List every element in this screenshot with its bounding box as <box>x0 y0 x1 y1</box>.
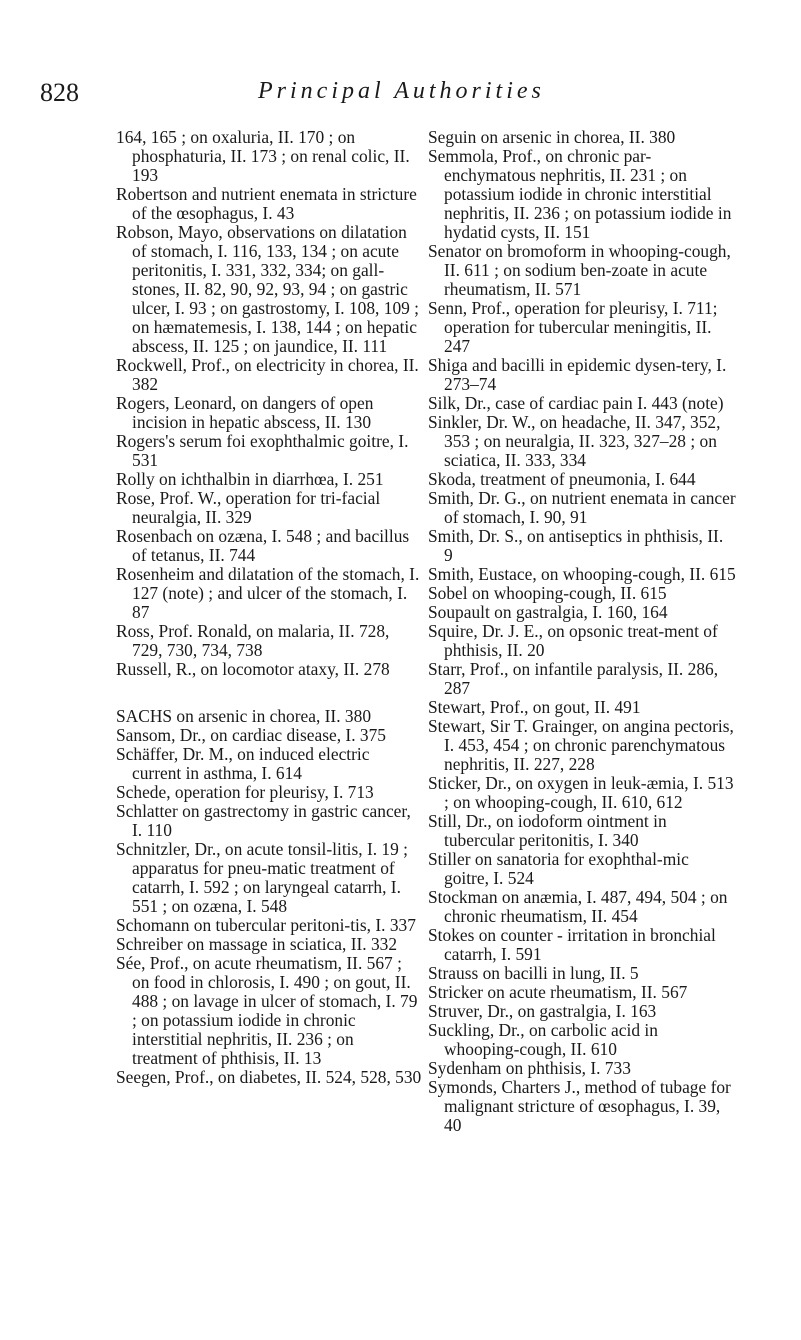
index-entry: Robson, Mayo, observations on dilatation of stomach, I. 116, 133, 134 ; on acute peritonitis, I. 331, 332, 334; on gall-stones, II. 82, 90, 92, 93, 94 ; on gastric ulcer, I. 93 ; on gastrostomy, I. 108, 109 ; on hæmatemesis, I. 138, 144 ; on hepatic abscess, II. 125 ; on jaundice, II. 111 <box>116 222 420 356</box>
index-entry: Stewart, Sir T. Grainger, on angina pectoris, I. 453, 454 ; on chronic parenchymatous nephritis, II. 227, 228 <box>428 716 734 774</box>
index-entry: Rosenbach on ozæna, I. 548 ; and bacillus of tetanus, II. 744 <box>116 526 410 565</box>
index-entry: Sée, Prof., on acute rheumatism, II. 567 ; on food in chlorosis, I. 490 ; on gout, II. 488 ; on lavage in ulcer of stomach, I. 79 ; on potassium iodide in chronic interstitial nephritis, II. 236 ; on treatment of phthisis, II. 13 <box>116 953 418 1068</box>
index-entry: Russell, R., on locomotor ataxy, II. 278 <box>116 659 390 679</box>
index-entry: Stewart, Prof., on gout, II. 491 <box>428 697 641 717</box>
index-entry: Robertson and nutrient enemata in stricture of the œsophagus, I. 43 <box>116 184 417 223</box>
index-entry: Shiga and bacilli in epidemic dysen-tery, I. 273–74 <box>428 355 727 394</box>
index-entry: Smith, Dr. S., on antiseptics in phthisis, II. 9 <box>428 526 724 565</box>
index-entry: Schlatter on gastrectomy in gastric cancer, I. 110 <box>116 801 411 840</box>
index-entry: Senator on bromoform in whooping-cough, II. 611 ; on sodium ben-zoate in acute rheumatism, II. 571 <box>428 241 731 299</box>
index-entry: Rose, Prof. W., operation for tri-facial neuralgia, II. 329 <box>116 488 381 527</box>
index-entry: Ross, Prof. Ronald, on malaria, II. 728, 729, 730, 734, 738 <box>116 621 390 660</box>
page-number: 828 <box>40 78 79 107</box>
index-entry: Rosenheim and dilatation of the stomach, I. 127 (note) ; and ulcer of the stomach, I. 87 <box>116 564 420 622</box>
index-entry: Schede, operation for pleurisy, I. 713 <box>116 782 374 802</box>
index-entry: Schäffer, Dr. M., on induced electric current in asthma, I. 614 <box>116 744 370 783</box>
index-entry: Suckling, Dr., on carbolic acid in whooping-cough, II. 610 <box>428 1020 658 1059</box>
index-entry: Soupault on gastralgia, I. 160, 164 <box>428 602 668 622</box>
index-entry: Rogers, Leonard, on dangers of open incision in hepatic abscess, II. 130 <box>116 393 374 432</box>
index-entry: Seegen, Prof., on diabetes, II. 524, 528, 530 <box>116 1067 422 1087</box>
index-entry: Schreiber on massage in sciatica, II. 332 <box>116 934 398 954</box>
index-entry: Smith, Dr. G., on nutrient enemata in cancer of stomach, I. 90, 91 <box>428 488 736 527</box>
index-entry: Smith, Eustace, on whooping-cough, II. 615 <box>428 564 736 584</box>
index-entry: Still, Dr., on iodoform ointment in tubercular peritonitis, I. 340 <box>428 811 667 850</box>
running-title: Principal Authorities <box>258 78 545 104</box>
index-entry: Sinkler, Dr. W., on headache, II. 347, 352, 353 ; on neuralgia, II. 323, 327–28 ; on sciatica, II. 333, 334 <box>428 412 721 470</box>
index-entry: Stiller on sanatoria for exophthal-mic goitre, I. 524 <box>428 849 689 888</box>
index-entry: Symonds, Charters J., method of tubage for malignant stricture of œsophagus, I. 39, 40 <box>428 1077 731 1135</box>
index-column-right <box>428 128 736 1135</box>
index-entry: Silk, Dr., case of cardiac pain I. 443 (note) <box>428 393 724 413</box>
index-entry: Strauss on bacilli in lung, II. 5 <box>428 963 639 983</box>
index-entry: Skoda, treatment of pneumonia, I. 644 <box>428 469 696 489</box>
index-entry: Schnitzler, Dr., on acute tonsil-litis, I. 19 ; apparatus for pneu-matic treatment of catarrh, I. 592 ; on laryngeal catarrh, I. 551 ; on ozæna, I. 548 <box>116 839 408 916</box>
page-header <box>0 78 801 118</box>
index-entry: Squire, Dr. J. E., on opsonic treat-ment of phthisis, II. 20 <box>428 621 718 660</box>
index-entry: Sobel on whooping-cough, II. 615 <box>428 583 667 603</box>
index-entry: Starr, Prof., on infantile paralysis, II. 286, 287 <box>428 659 719 698</box>
index-entry: Rolly on ichthalbin in diarrhœa, I. 251 <box>116 469 384 489</box>
index-column-left <box>116 128 422 1087</box>
index-entry: Senn, Prof., operation for pleurisy, I. 711; operation for tubercular meningitis, II. 247 <box>428 298 718 356</box>
index-entry: Stokes on counter - irritation in bronchial catarrh, I. 591 <box>428 925 716 964</box>
index-entry: Sticker, Dr., on oxygen in leuk-æmia, I. 513 ; on whooping-cough, II. 610, 612 <box>428 773 734 812</box>
index-entry: Stricker on acute rheumatism, II. 567 <box>428 982 688 1002</box>
index-entry: Stockman on anæmia, I. 487, 494, 504 ; on chronic rheumatism, II. 454 <box>428 887 728 926</box>
index-entry: Sydenham on phthisis, I. 733 <box>428 1058 631 1078</box>
index-entry: Sansom, Dr., on cardiac disease, I. 375 <box>116 725 386 745</box>
index-entry: Rogers's serum foi exophthalmic goitre, I. 531 <box>116 431 409 470</box>
index-entry: Seguin on arsenic in chorea, II. 380 <box>428 127 676 147</box>
index-entry: 164, 165 ; on oxaluria, II. 170 ; on phosphaturia, II. 173 ; on renal colic, II. 193 <box>116 127 410 185</box>
index-entry: Schomann on tubercular peritoni-tis, I. 337 <box>116 915 416 935</box>
index-entry: SACHS on arsenic in chorea, II. 380 <box>116 706 372 726</box>
index-entry: Rockwell, Prof., on electricity in chorea, II. 382 <box>116 355 419 394</box>
index-entry: Semmola, Prof., on chronic par-enchymatous nephritis, II. 231 ; on potassium iodide in chronic interstitial nephritis, II. 236 ; on potassium iodide in hydatid cysts, II. 151 <box>428 146 732 242</box>
index-entry: Struver, Dr., on gastralgia, I. 163 <box>428 1001 657 1021</box>
section-gap <box>116 679 422 707</box>
